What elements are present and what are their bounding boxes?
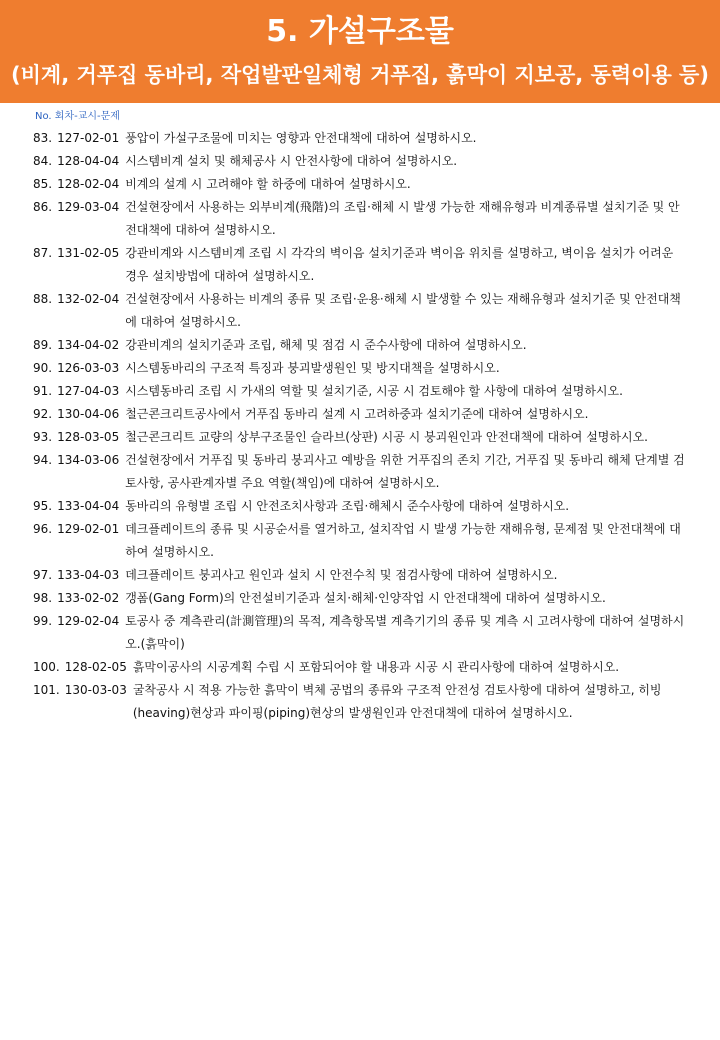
question-text: 시스템동바리의 구조적 특징과 붕괴발생원인 및 방지대책을 설명하시오. <box>125 361 500 375</box>
question-item <box>0 564 687 587</box>
question-text: 굴착공사 시 적용 가능한 흙막이 벽체 공법의 종류와 구조적 안전성 검토사항에 대하여 설명하고, 히빙(heaving)현상과 파이핑(piping)현상의 발생원인과 안전대책에 대하여 설명하시오. <box>132 683 662 720</box>
question-code: 128-02-04 <box>57 177 120 191</box>
question-text: 데크플레이트 붕괴사고 원인과 설치 시 안전수칙 및 점검사항에 대하여 설명하시오. <box>125 568 558 582</box>
question-number: 96. <box>33 522 53 536</box>
question-code: 134-04-02 <box>57 338 120 352</box>
question-number: 87. <box>33 246 53 260</box>
question-text: 건설현장에서 거푸집 및 동바리 붕괴사고 예방을 위한 거푸집의 존치 기간, 거푸집 및 동바리 해체 단계별 검토사항, 공사관계자별 주요 역할(책임)에 대하여 설명하시오. <box>125 453 685 490</box>
question-code: 134-03-06 <box>57 453 120 467</box>
question-code: 128-02-05 <box>64 660 127 674</box>
page-subtitle: (비계, 거푸집 동바리, 작업발판일체형 거푸집, 흙막이 지보공, 동력이용 등) <box>11 63 709 87</box>
question-item <box>0 449 687 495</box>
question-text: 풍압이 가설구조물에 미치는 영향과 안전대책에 대하여 설명하시오. <box>125 131 477 145</box>
question-code: 131-02-05 <box>57 246 120 260</box>
page-title: 5. 가설구조물 <box>266 14 454 49</box>
question-item <box>0 288 687 334</box>
question-item <box>0 495 687 518</box>
question-code: 129-02-01 <box>57 522 120 536</box>
question-item <box>0 656 687 679</box>
question-number: 88. <box>33 292 53 306</box>
question-text: 철근콘크리트 교량의 상부구조물인 슬라브(상판) 시공 시 붕괴원인과 안전대책에 대하여 설명하시오. <box>125 430 648 444</box>
question-code: 133-04-04 <box>57 499 120 513</box>
question-code: 128-04-04 <box>57 154 120 168</box>
column-header: No. 회차-교시-문제 <box>35 111 120 122</box>
question-item <box>0 150 687 173</box>
question-item <box>0 242 687 288</box>
question-number: 89. <box>33 338 53 352</box>
question-code: 127-04-03 <box>57 384 120 398</box>
question-item <box>0 196 687 242</box>
question-number: 101. <box>33 683 60 697</box>
question-text: 갱폼(Gang Form)의 안전설비기준과 설치·해체·인양작업 시 안전대책에 대하여 설명하시오. <box>125 591 606 605</box>
question-item <box>0 357 687 380</box>
question-code: 129-03-04 <box>57 200 120 214</box>
question-code: 127-02-01 <box>57 131 120 145</box>
question-text: 강관비계의 설치기준과 조립, 해체 및 점검 시 준수사항에 대하여 설명하시오. <box>125 338 527 352</box>
question-number: 93. <box>33 430 53 444</box>
question-code: 133-04-03 <box>57 568 120 582</box>
question-item <box>0 380 687 403</box>
question-item <box>0 610 687 656</box>
question-item <box>0 334 687 357</box>
question-item <box>0 127 687 150</box>
question-number: 98. <box>33 591 53 605</box>
question-text: 강관비계와 시스템비계 조립 시 각각의 벽이음 설치기준과 벽이음 위치를 설명하고, 벽이음 설치가 어려운 경우 설치방법에 대하여 설명하시오. <box>125 246 674 283</box>
question-text: 동바리의 유형별 조립 시 안전조치사항과 조립·해체시 준수사항에 대하여 설명하시오. <box>125 499 570 513</box>
question-text: 비계의 설계 시 고려해야 할 하중에 대하여 설명하시오. <box>125 177 411 191</box>
question-item <box>0 587 687 610</box>
question-text: 건설현장에서 사용하는 외부비계(飛階)의 조립·해체 시 발생 가능한 재해유형과 비계종류별 설치기준 및 안전대책에 대하여 설명하시오. <box>125 200 680 237</box>
question-text: 철근콘크리트공사에서 거푸집 동바리 설계 시 고려하중과 설치기준에 대하여 설명하시오. <box>125 407 589 421</box>
question-text: 시스템비계 설치 및 해체공사 시 안전사항에 대하여 설명하시오. <box>125 154 458 168</box>
question-number: 84. <box>33 154 53 168</box>
question-number: 94. <box>33 453 53 467</box>
question-text: 흙막이공사의 시공계획 수립 시 포함되어야 할 내용과 시공 시 관리사항에 대하여 설명하시오. <box>132 660 620 674</box>
question-number: 92. <box>33 407 53 421</box>
question-number: 97. <box>33 568 53 582</box>
question-number: 91. <box>33 384 53 398</box>
question-text: 토공사 중 계측관리(計測管理)의 목적, 계측항목별 계측기기의 종류 및 계측 시 고려사항에 대하여 설명하시오.(흙막이) <box>125 614 685 651</box>
question-number: 99. <box>33 614 53 628</box>
question-number: 90. <box>33 361 53 375</box>
question-code: 128-03-05 <box>57 430 120 444</box>
question-item <box>0 679 687 725</box>
page-header <box>0 0 720 103</box>
question-code: 129-02-04 <box>57 614 120 628</box>
question-number: 95. <box>33 499 53 513</box>
question-number: 100. <box>33 660 60 674</box>
question-list <box>0 127 720 725</box>
question-item <box>0 518 687 564</box>
question-number: 86. <box>33 200 53 214</box>
question-number: 85. <box>33 177 53 191</box>
question-number: 83. <box>33 131 53 145</box>
question-text: 데크플레이트의 종류 및 시공순서를 열거하고, 설치작업 시 발생 가능한 재해유형, 문제점 및 안전대책에 대하여 설명하시오. <box>125 522 681 559</box>
question-item <box>0 426 687 449</box>
question-code: 130-04-06 <box>57 407 120 421</box>
question-item <box>0 173 687 196</box>
question-code: 130-03-03 <box>64 683 127 697</box>
question-text: 건설현장에서 사용하는 비계의 종류 및 조립·운용·해체 시 발생할 수 있는 재해유형과 설치기준 및 안전대책에 대하여 설명하시오. <box>125 292 681 329</box>
question-code: 133-02-02 <box>57 591 120 605</box>
question-item <box>0 403 687 426</box>
question-code: 132-02-04 <box>57 292 120 306</box>
question-text: 시스템동바리 조립 시 가새의 역할 및 설치기준, 시공 시 검토해야 할 사항에 대하여 설명하시오. <box>125 384 623 398</box>
question-code: 126-03-03 <box>57 361 120 375</box>
